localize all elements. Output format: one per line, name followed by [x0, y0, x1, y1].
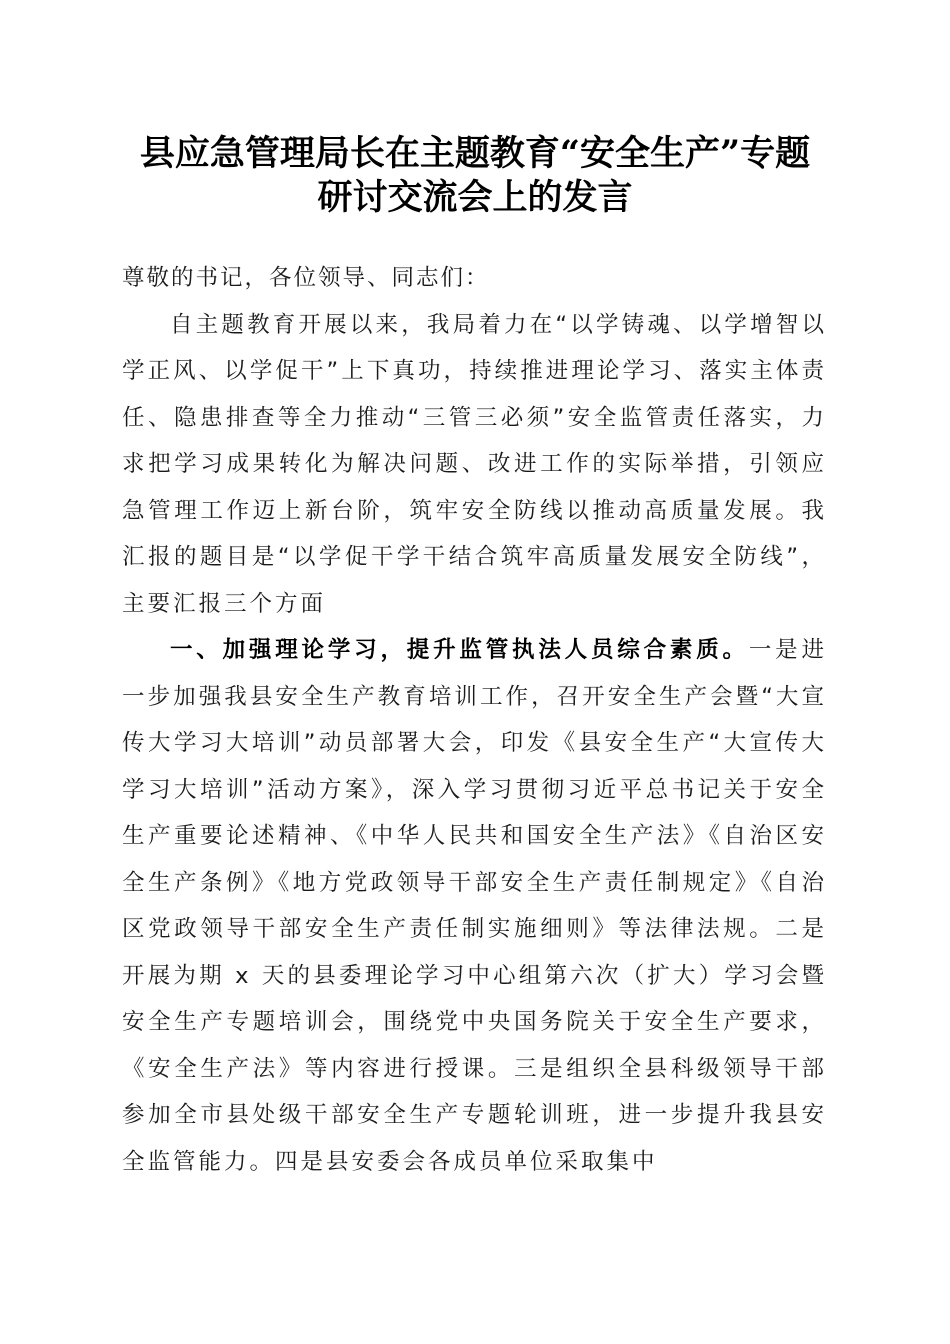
title-line-2: 研讨交流会上的发言: [317, 177, 633, 218]
salutation: 尊敬的书记，各位领导、同志们：: [122, 265, 490, 291]
document-body: [122, 255, 827, 1185]
section-1-heading: 一、加强理论学习，提升监管执法人员综合素质。: [170, 637, 749, 663]
title-line-1: 县应急管理局长在主题教育“安全生产”专题: [139, 133, 811, 174]
section-1-paragraph: [122, 627, 827, 1185]
section-1-body: 一是进一步加强我县安全生产教育培训工作，召开安全生产会暨“大宣传大学习大培训”动员部署大会，印发《县安全生产“大宣传大学习大培训”活动方案》，深入学习贯彻习近平总书记关于安全生产重要论述精神、《中华人民共和国安全生产法》《自治区安全生产条例》《地方党政领导干部安全生产责任制规定》《自治区党政领导干部安全生产责任制实施细则》等法律法规。二是开展为期 x 天的县委理论学习中心组第六次（扩大）学习会暨安全生产专题培训会，围绕党中央国务院关于安全生产要求，《安全生产法》等内容进行授课。三是组织全县科级领导干部参加全市县处级干部安全生产专题轮训班，进一步提升我县安全监管能力。四是县安委会各成员单位采取集中: [122, 637, 827, 1175]
intro-paragraph: 自主题教育开展以来，我局着力在“以学铸魂、以学增智以学正风、以学促干”上下真功，持续推进理论学习、落实主体责任、隐患排查等全力推动“三管三必须”安全监管责任落实，力求把学习成果转化为解决问题、改进工作的实际举措，引领应急管理工作迈上新台阶，筑牢安全防线以推动高质量发展。我汇报的题目是“以学促干学干结合筑牢高质量发展安全防线”，主要汇报三个方面: [122, 311, 827, 617]
document-title: [95, 132, 855, 220]
